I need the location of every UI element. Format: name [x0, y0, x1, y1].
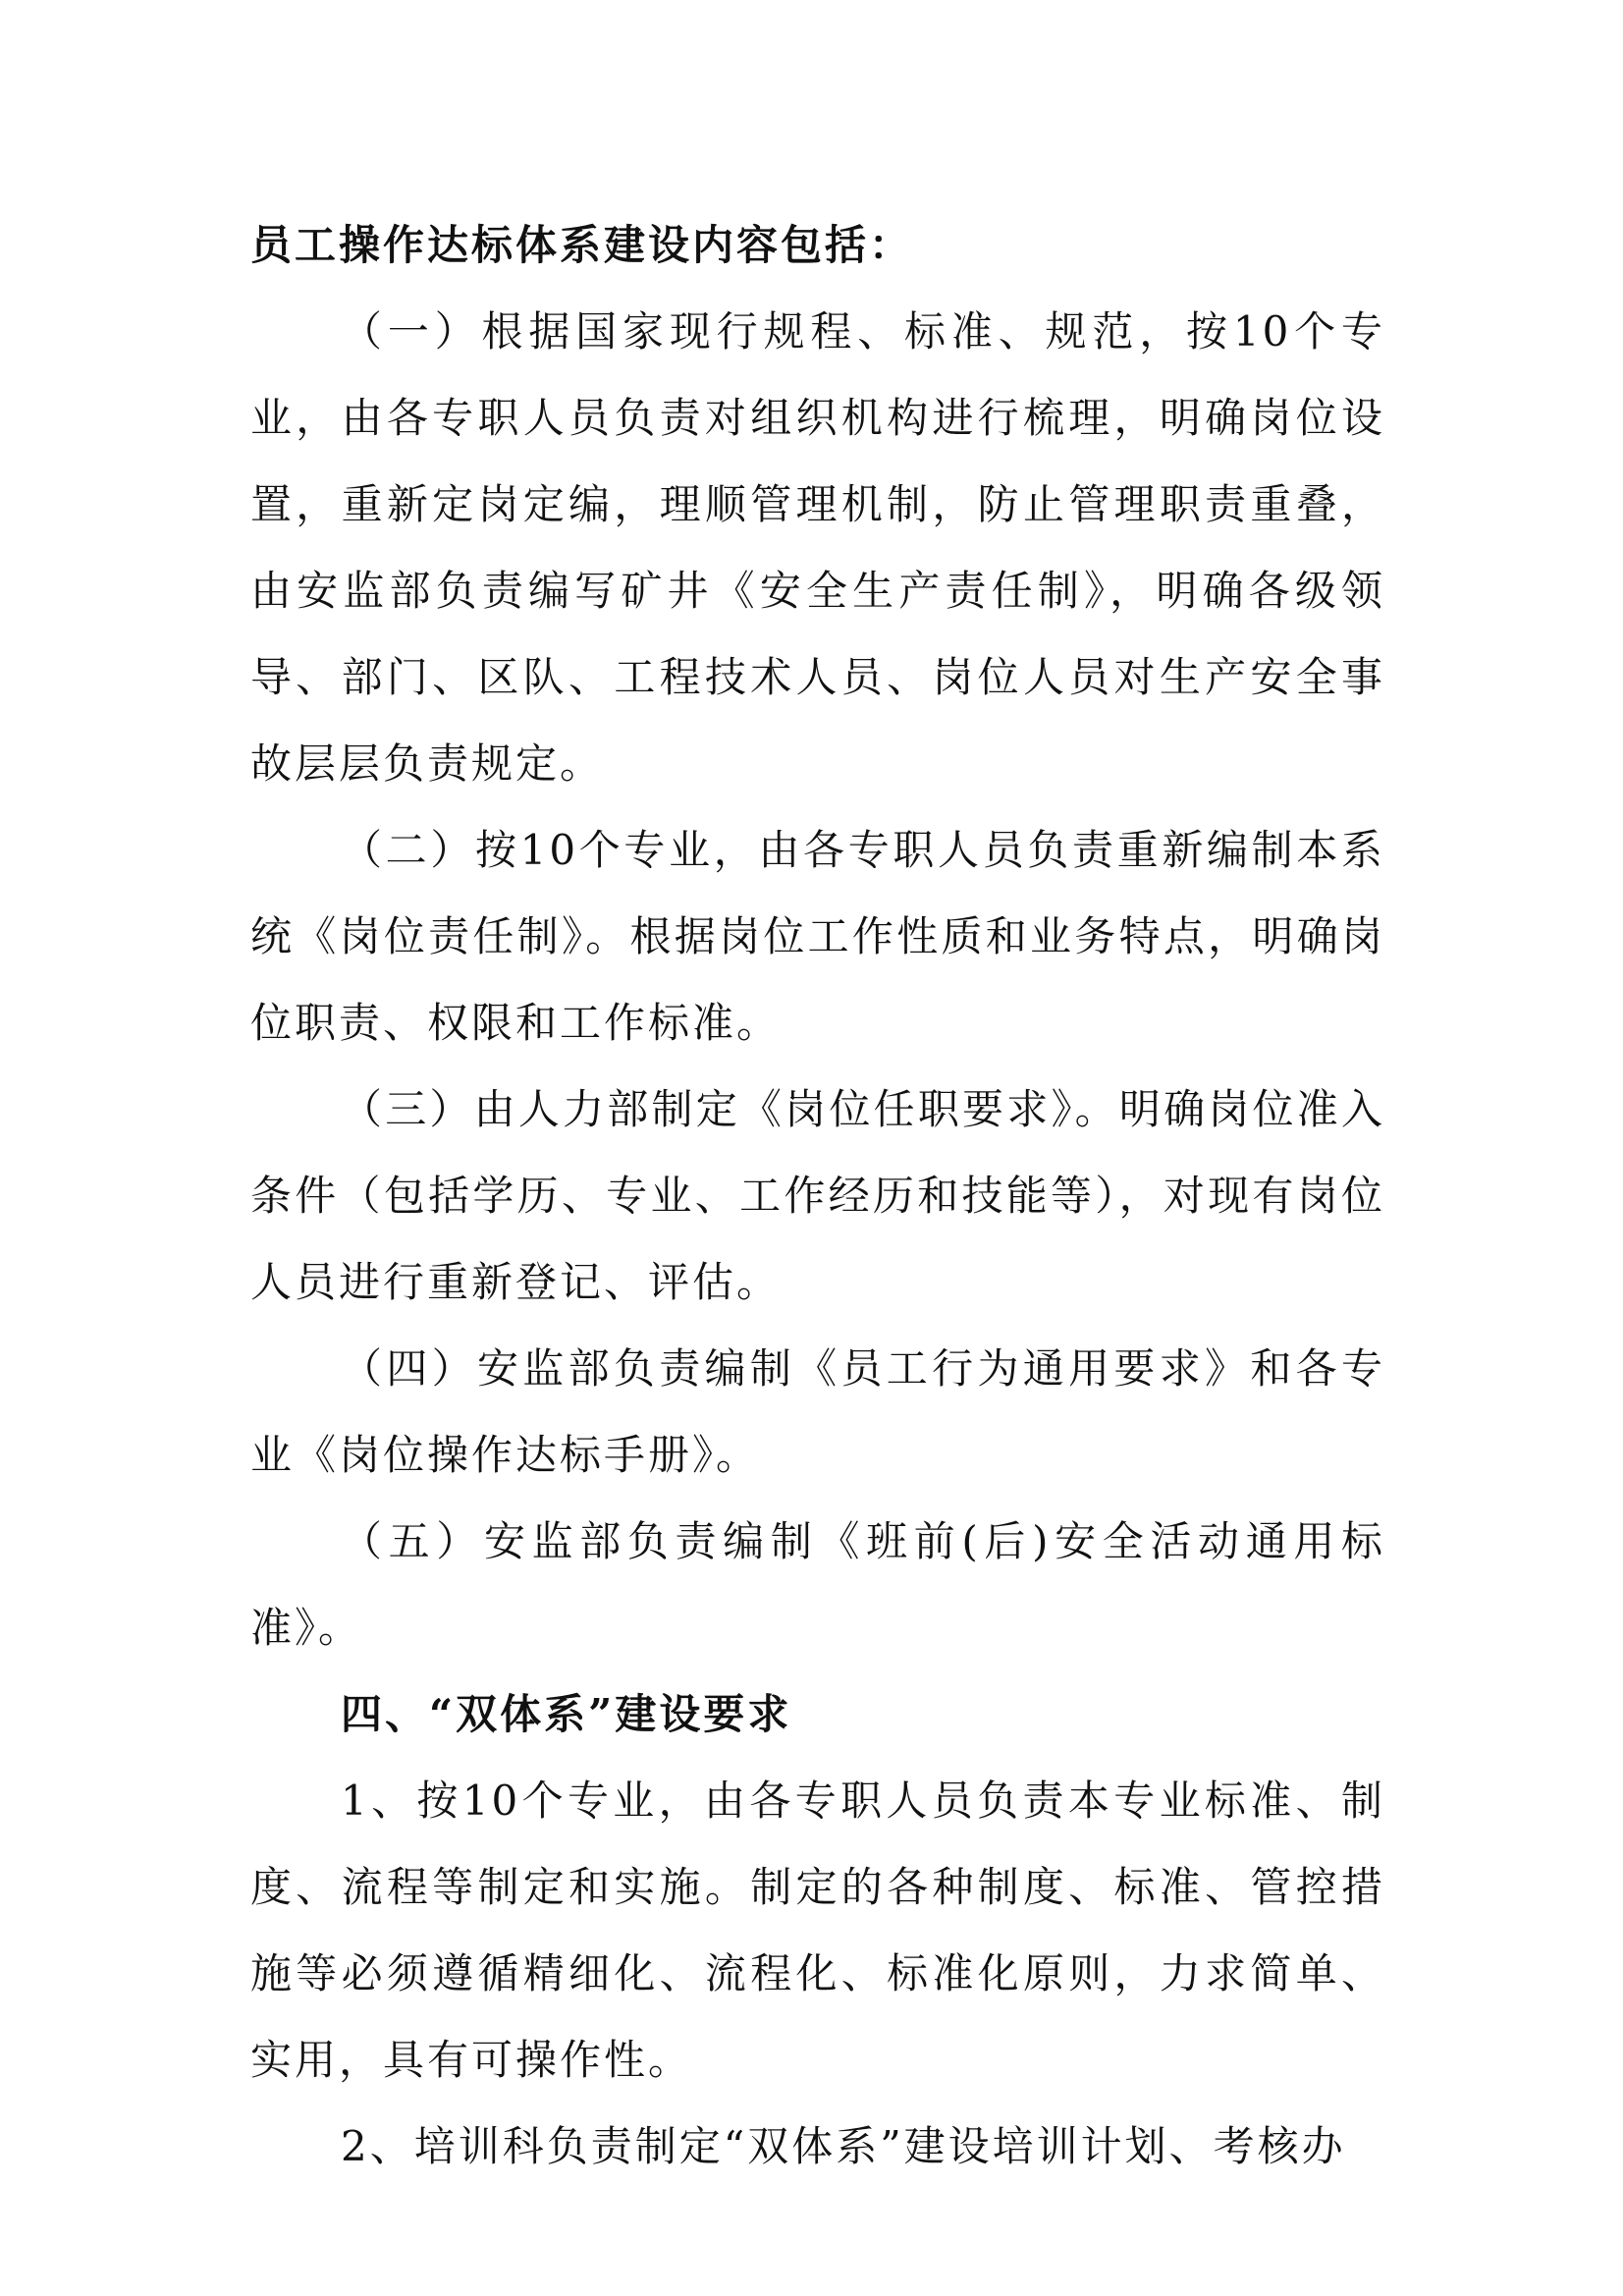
requirement-2: 2、培训科负责制定“双体系”建设培训计划、考核办 — [341, 2122, 1346, 2170]
section-heading: 四、“双体系”建设要求 — [341, 1690, 792, 1738]
intro-heading: 员工操作达标体系建设内容包括： — [250, 221, 914, 269]
paragraph-1: （一）根据国家现行规程、标准、规范，按10个专业，由各专职人员负责对组织机构进行梳理，明确岗位设置，重新定岗定编，理顺管理机制，防止管理职责重叠，由安监部负责编写矿井《安全生产责任制》，明确各级领导、部门、区队、工程技术人员、岗位人员对生产安全事故层层负责规定。 — [250, 307, 1385, 788]
paragraph-2: （二）按10个专业，由各专职人员负责重新编制本系统《岗位责任制》。根据岗位工作性质和业务特点，明确岗位职责、权限和工作标准。 — [250, 826, 1385, 1047]
paragraph-5: （五）安监部负责编制《班前(后)安全活动通用标准》。 — [250, 1517, 1385, 1652]
document-body — [250, 202, 1385, 2190]
paragraph-3: （三）由人力部制定《岗位任职要求》。明确岗位准入条件（包括学历、专业、工作经历和技能等），对现有岗位人员进行重新登记、评估。 — [250, 1085, 1385, 1306]
requirement-1: 1、按10个专业，由各专职人员负责本专业标准、制度、流程等制定和实施。制定的各种制度、标准、管控措施等必须遵循精细化、流程化、标准化原则，力求简单、实用，具有可操作性。 — [250, 1777, 1385, 2084]
paragraph-4: （四）安监部负责编制《员工行为通用要求》和各专业《岗位操作达标手册》。 — [250, 1344, 1385, 1479]
